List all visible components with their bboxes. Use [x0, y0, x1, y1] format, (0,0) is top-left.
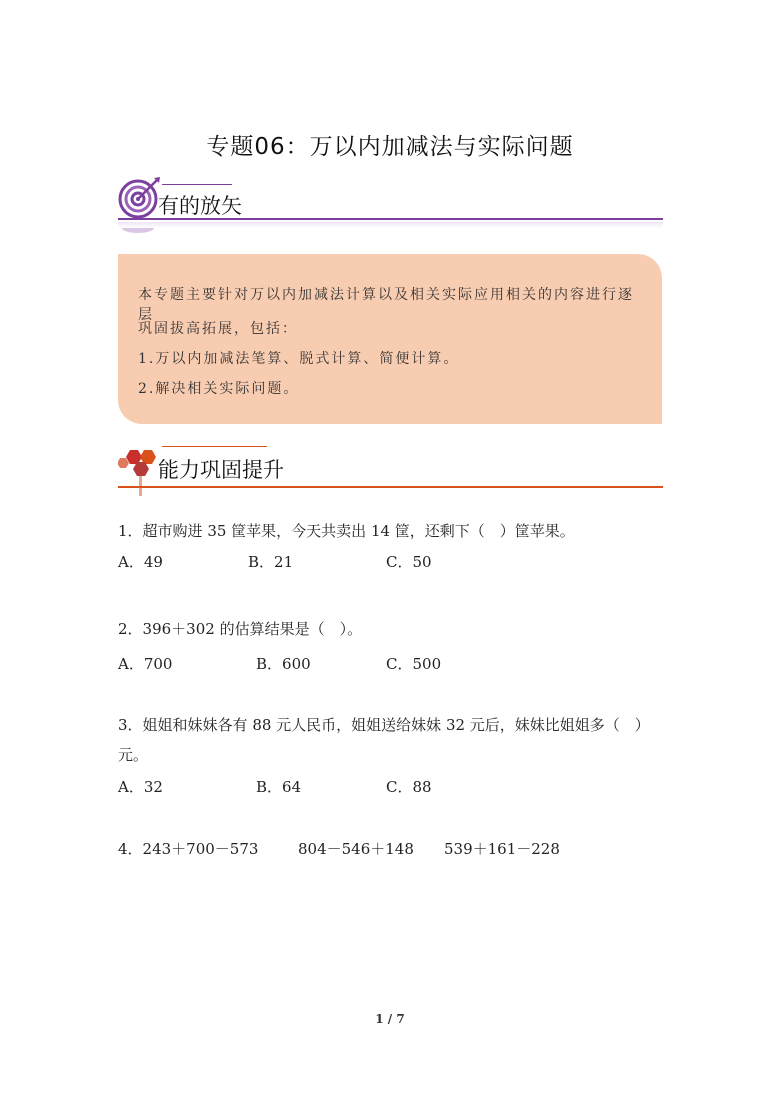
- question-2-option-a: A．700: [118, 655, 173, 673]
- question-1-option-a: A．49: [118, 553, 163, 571]
- page-title: 专题06：万以内加减法与实际问题: [206, 134, 574, 160]
- question-2: [118, 618, 362, 639]
- question-4-expr-3: 539＋161－228: [444, 840, 560, 858]
- question-4-expr-1: 243＋700－573: [142, 840, 259, 858]
- question-4-expr-2: 804－546＋148: [298, 840, 414, 858]
- question-3-text: 姐姐和妹妹各有 88 元人民币，姐姐送给妹妹 32 元后，妹妹比姐姐多（ ）: [142, 716, 650, 734]
- question-3-option-c: C．88: [386, 778, 432, 796]
- question-1-option-b: B．21: [248, 553, 294, 571]
- question-1-number: 1．: [118, 522, 143, 540]
- intro-line-4: 2.解决相关实际问题。: [138, 381, 300, 397]
- question-2-number: 2．: [118, 620, 143, 638]
- section-header-2-underline: [118, 486, 663, 488]
- question-3-option-b: B．64: [256, 778, 302, 796]
- intro-line-3: 1.万以内加减法笔算、脱式计算、简便计算。: [138, 351, 460, 367]
- question-2-text: 396＋302 的估算结果是（ ）。: [142, 620, 363, 638]
- section-header-1-shadow: [118, 222, 663, 228]
- section-header-2-title: 能力巩固提升: [158, 458, 284, 482]
- question-1: [118, 520, 575, 541]
- section-header-1-underline: [118, 218, 663, 220]
- question-2-option-c: C．500: [386, 655, 442, 673]
- question-3: [118, 714, 650, 735]
- section-header-2-top-line: [162, 446, 267, 447]
- hexagon-cluster-icon: [118, 444, 162, 500]
- intro-line-1: 本专题主要针对万以内加减法计算以及相关实际应用相关的内容进行逐层: [138, 287, 634, 323]
- question-1-text: 超市购进 35 筐苹果，今天共卖出 14 筐，还剩下（ ）筐苹果。: [142, 522, 575, 540]
- intro-line-2: 巩固拔高拓展，包括：: [138, 321, 298, 337]
- question-3-option-a: A．32: [118, 778, 163, 796]
- section-header-2: [118, 440, 663, 500]
- question-4: [118, 838, 258, 859]
- question-4-number: 4．: [118, 840, 143, 858]
- question-3-text-cont: 元。: [118, 746, 149, 764]
- page-number: 1 / 7: [375, 1012, 405, 1026]
- question-1-option-c: C．50: [386, 553, 432, 571]
- intro-box: [118, 254, 662, 424]
- section-header-1-title: 有的放矢: [158, 194, 242, 218]
- section-header-1-top-line: [162, 184, 232, 185]
- question-3-number: 3．: [118, 716, 143, 734]
- section-header-1: [118, 176, 663, 236]
- question-2-option-b: B．600: [256, 655, 311, 673]
